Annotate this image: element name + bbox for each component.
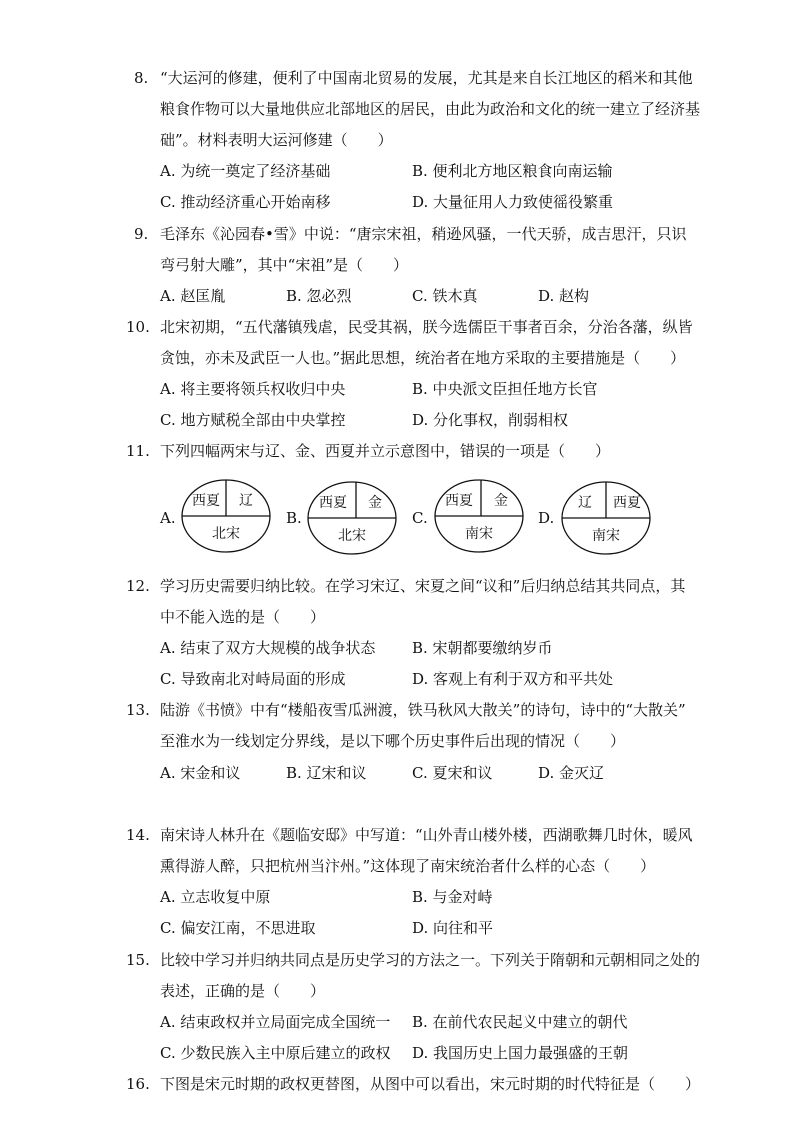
- question-text-line: 北宋初期，“五代藩镇残虐，民受其祸，朕今选儒臣干事者百余，分治各藩，纵皆: [160, 318, 693, 336]
- option-d: D. 分化事权，削弱相权: [412, 411, 569, 429]
- question-text-line: 毛泽东《沁园春•雪》中说：“唐宗宋祖，稍逊风骚，一代天骄，成吉思汗，只识: [160, 225, 687, 243]
- question-number: 15.: [126, 951, 150, 969]
- question-text-line: 比较中学习并归纳共同点是历史学习的方法之一。下列关于隋朝和元朝相同之处的: [160, 951, 701, 969]
- question-number: 13.: [126, 701, 150, 719]
- option-c: C. 夏宋和议: [412, 764, 493, 782]
- map-region-label: 金: [368, 495, 382, 511]
- option-b: B. 与金对峙: [412, 888, 493, 906]
- map-region-label: 金: [494, 493, 508, 509]
- option-c: C. 铁木真: [412, 287, 478, 305]
- option-b: B. 宋朝都要缴纳岁币: [412, 639, 553, 657]
- map-region-label: 辽: [578, 495, 592, 511]
- map-region-label: 西夏: [192, 493, 220, 509]
- map-diagram-d: [560, 480, 652, 556]
- option-c: C. 导致南北对峙局面的形成: [160, 670, 346, 688]
- map-option-label: C.: [412, 509, 428, 527]
- option-d: D. 客观上有利于双方和平共处: [412, 670, 614, 688]
- question-number: 12.: [126, 577, 150, 595]
- map-diagram-c: [433, 478, 525, 554]
- option-b: B. 忽必烈: [286, 287, 352, 305]
- question-text-line: 学习历史需要归纳比较。在学习宋辽、宋夏之间“议和”后归纳总结其共同点，其: [160, 577, 686, 595]
- question-number: 11.: [126, 442, 150, 460]
- map-region-label: 辽: [239, 493, 253, 509]
- question-text-line: 中不能入选的是（ ）: [160, 608, 326, 626]
- question-text-line: 至淮水为一线划定分界线，是以下哪个历史事件后出现的情况（ ）: [160, 732, 626, 750]
- option-a: A. 立志收复中原: [160, 888, 271, 906]
- question-number: 16.: [126, 1075, 150, 1093]
- map-option-label: D.: [538, 509, 555, 527]
- option-a: A. 宋金和议: [160, 764, 241, 782]
- option-b: B. 辽宋和议: [286, 764, 367, 782]
- map-option-label: A.: [160, 509, 176, 527]
- option-c: C. 地方赋税全部由中央掌控: [160, 411, 346, 429]
- option-b: B. 中央派文臣担任地方长官: [412, 380, 598, 398]
- option-b: B. 便利北方地区粮食向南运输: [412, 162, 613, 180]
- question-text-line: 粮食作物可以大量地供应北部地区的居民，由此为政治和文化的统一建立了经济基: [160, 100, 701, 118]
- option-d: D. 赵构: [538, 287, 590, 305]
- question-number: 9.: [134, 225, 149, 243]
- option-c: C. 推动经济重心开始南移: [160, 193, 331, 211]
- question-text-line: 础”。材料表明大运河修建（ ）: [160, 131, 393, 149]
- question-text-line: 弯弓射大雕”，其中“宋祖”是（ ）: [160, 256, 409, 274]
- question-text-line: 南宋诗人林升在《题临安邸》中写道：“山外青山楼外楼，西湖歌舞几时休，暖风: [160, 826, 693, 844]
- question-number: 8.: [134, 69, 149, 87]
- map-region-label: 西夏: [319, 495, 347, 511]
- option-a: A. 将主要将领兵权收归中央: [160, 380, 346, 398]
- option-a: A. 结束了双方大规模的战争状态: [160, 639, 376, 657]
- question-number: 14.: [126, 826, 150, 844]
- option-d: D. 大量征用人力致使徭役繁重: [412, 193, 614, 211]
- map-region-label: 北宋: [338, 528, 366, 544]
- option-a: A. 为统一奠定了经济基础: [160, 162, 331, 180]
- question-text-line: “大运河的修建，便利了中国南北贸易的发展，尤其是来自长江地区的稻米和其他: [160, 69, 693, 87]
- question-text-line: 陆游《书愤》中有“楼船夜雪瓜洲渡，铁马秋风大散关”的诗句，诗中的“大散关”: [160, 701, 686, 719]
- map-option-label: B.: [286, 509, 302, 527]
- question-text-line: 贪蚀，亦未及武臣一人也。”据此思想，统治者在地方采取的主要措施是（ ）: [160, 349, 686, 367]
- question-text-line: 下列四幅两宋与辽、金、西夏并立示意图中，错误的一项是（ ）: [160, 442, 611, 460]
- question-text-line: 表述，正确的是（ ）: [160, 982, 326, 1000]
- map-region-label: 北宋: [212, 526, 240, 542]
- option-a: A. 结束政权并立局面完成全国统一: [160, 1013, 391, 1031]
- map-diagram-a: [180, 478, 272, 554]
- map-region-label: 南宋: [592, 528, 620, 544]
- map-region-label: 西夏: [613, 495, 641, 511]
- option-d: D. 金灭辽: [538, 764, 605, 782]
- option-a: A. 赵匡胤: [160, 287, 226, 305]
- option-c: C. 偏安江南，不思进取: [160, 919, 316, 937]
- question-number: 10.: [126, 318, 150, 336]
- option-c: C. 少数民族入主中原后建立的政权: [160, 1044, 391, 1062]
- option-b: B. 在前代农民起义中建立的朝代: [412, 1013, 628, 1031]
- option-d: D. 我国历史上国力最强盛的王朝: [412, 1044, 629, 1062]
- map-region-label: 西夏: [445, 493, 473, 509]
- map-diagram-b: [306, 480, 398, 556]
- map-region-label: 南宋: [465, 526, 493, 542]
- question-text-line: 熏得游人醉，只把杭州当汴州。”这体现了南宋统治者什么样的心态（ ）: [160, 857, 656, 875]
- option-d: D. 向往和平: [412, 919, 494, 937]
- question-text-line: 下图是宋元时期的政权更替图，从图中可以看出，宋元时期的时代特征是（ ）: [160, 1075, 701, 1093]
